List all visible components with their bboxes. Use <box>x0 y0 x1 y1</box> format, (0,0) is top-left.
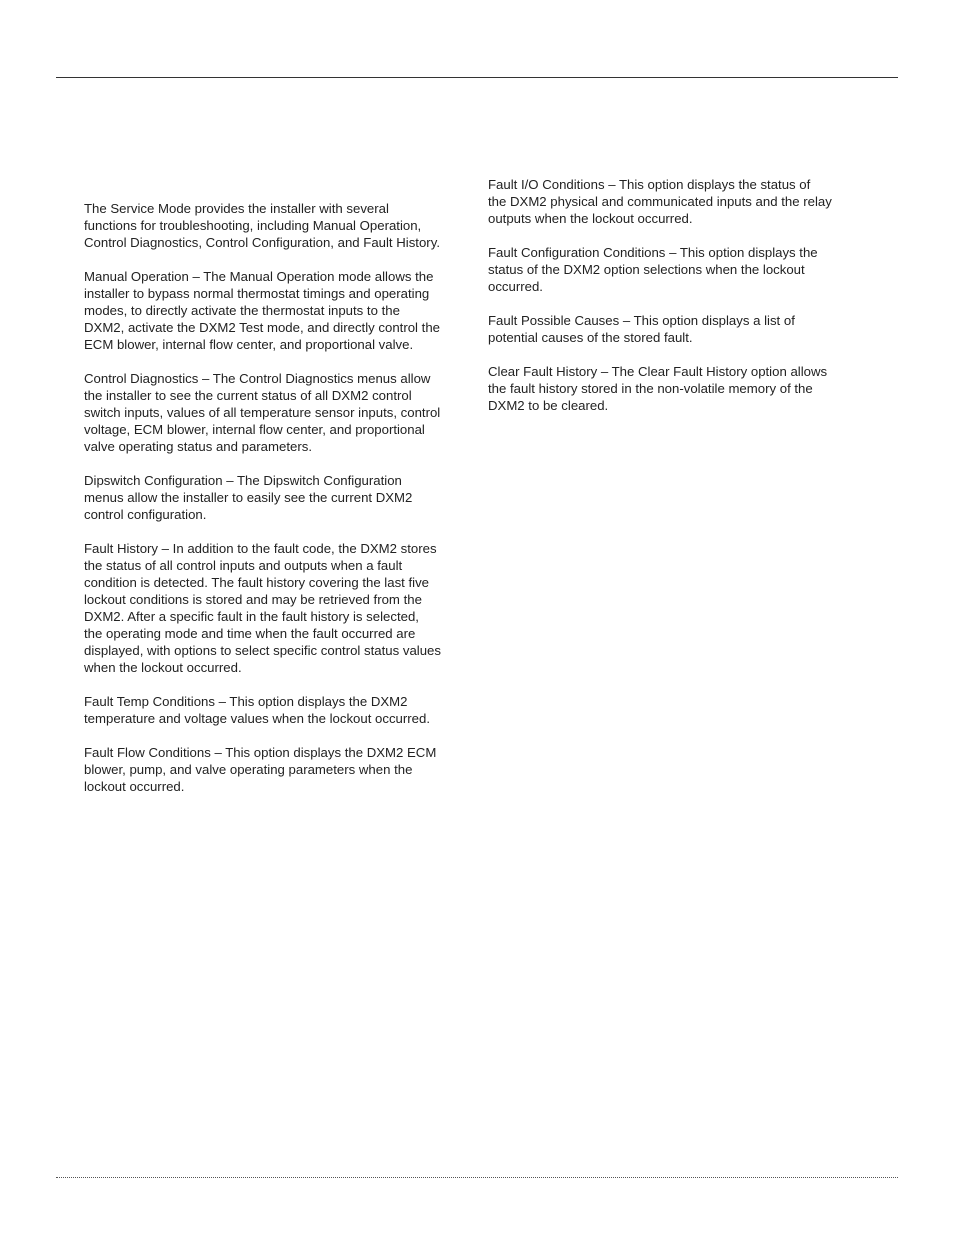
manual-operation-paragraph: Manual Operation – The Manual Operation mode allows the installer to bypass normal thermostat timings and operating modes, to directly activate the thermostat inputs to the DXM2, activate the DXM2 Test mode, and directly control the ECM blower, internal flow center, and proportional valve. <box>84 269 440 352</box>
fault-history-paragraph: Fault History – In addition to the fault code, the DXM2 stores the status of all control inputs and outputs when a fault condition is detected. The fault history covering the last five lockout conditions is stored and may be retrieved from the DXM2. After a specific fault in the fault history is selected, the operating mode and time when the fault occurred are displayed, with options to select specific control status values when the lockout occurred. <box>84 541 441 675</box>
left-column <box>84 200 466 812</box>
service-mode-intro: The Service Mode provides the installer with several functions for troubleshooting, including Manual Operation, Control Diagnostics, Control Configuration, and Fault History. <box>84 201 440 250</box>
right-column <box>488 176 858 431</box>
fault-io-conditions-paragraph: Fault I/O Conditions – This option displays the status of the DXM2 physical and communicated inputs and the relay outputs when the lockout occurred. <box>488 177 832 226</box>
footer-dotted-rule <box>56 1177 898 1178</box>
fault-configuration-conditions-paragraph: Fault Configuration Conditions – This option displays the status of the DXM2 option selections when the lockout occurred. <box>488 245 818 294</box>
fault-temp-conditions-paragraph: Fault Temp Conditions – This option displays the DXM2 temperature and voltage values when the lockout occurred. <box>84 694 431 726</box>
control-diagnostics-paragraph: Control Diagnostics – The Control Diagnostics menus allow the installer to see the current status of all DXM2 control switch inputs, values of all temperature sensor inputs, control voltage, ECM blower, internal flow center, and proportional valve operating status and parameters. <box>84 371 441 454</box>
fault-possible-causes-paragraph: Fault Possible Causes – This option displays a list of potential causes of the stored fault. <box>488 313 795 345</box>
fault-flow-conditions-paragraph: Fault Flow Conditions – This option displays the DXM2 ECM blower, pump, and valve operating parameters when the lockout occurred. <box>84 745 437 794</box>
header-rule <box>56 77 898 78</box>
dipswitch-configuration-paragraph: Dipswitch Configuration – The Dipswitch Configuration menus allow the installer to easily see the current DXM2 control configuration. <box>84 473 413 522</box>
clear-fault-history-paragraph: Clear Fault History – The Clear Fault History option allows the fault history stored in the non-volatile memory of the DXM2 to be cleared. <box>488 364 828 413</box>
